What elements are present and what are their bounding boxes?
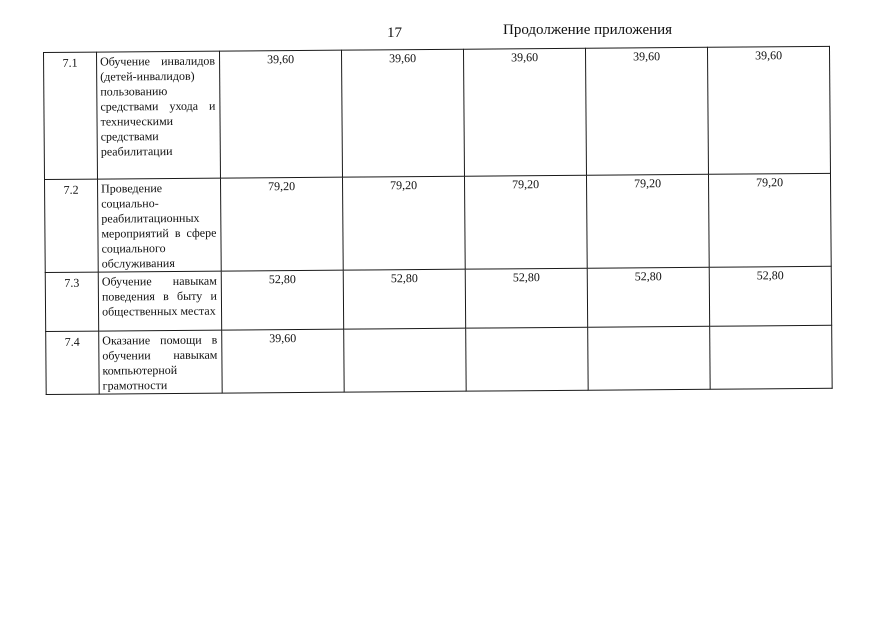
- value: 39,60: [511, 50, 539, 65]
- row-number-cell: [45, 272, 98, 331]
- value-cell: [588, 326, 710, 390]
- value: 52,80: [390, 271, 418, 286]
- value: [344, 329, 465, 331]
- value-cell: [464, 175, 587, 269]
- row-number-cell: [46, 331, 99, 394]
- value-cell: [341, 49, 464, 177]
- value: 39,60: [632, 49, 661, 64]
- table-row: [46, 325, 832, 394]
- service-name-cell: [99, 330, 222, 394]
- value: 52,80: [512, 270, 540, 285]
- row-number-cell: [44, 52, 98, 179]
- value-cell: [343, 269, 465, 329]
- service-name-cell: [98, 271, 221, 331]
- row-number: 7.1: [62, 55, 78, 70]
- value: [466, 328, 587, 330]
- service-name: Обучение навыкам поведения в быту и общественных местах: [101, 273, 217, 319]
- page-number: 17: [387, 25, 402, 41]
- table-row: [44, 46, 831, 179]
- service-name: Проведение социально-реабилитационных мероприятий в сфере социального обслуживания: [101, 181, 217, 271]
- row-number: 7.4: [64, 334, 80, 349]
- table-row: [45, 173, 832, 272]
- value: [710, 326, 831, 328]
- row-number: 7.3: [64, 275, 80, 290]
- value: 52,80: [268, 272, 296, 287]
- value-cell: [709, 266, 831, 326]
- value-cell: [465, 268, 587, 328]
- value: 79,20: [390, 178, 418, 193]
- tariff-table: [43, 46, 833, 395]
- value-cell: [707, 46, 830, 174]
- value-cell: [220, 177, 343, 271]
- value-cell: [344, 328, 466, 392]
- service-name: Оказание помощи в обучении навыкам компьютерной грамотности: [102, 332, 218, 393]
- value: 39,60: [389, 51, 417, 66]
- value: 52,80: [756, 268, 784, 283]
- service-name-cell: [97, 178, 221, 272]
- value-cell: [587, 267, 709, 327]
- value: 79,20: [511, 177, 540, 192]
- value: 79,20: [755, 175, 784, 190]
- service-name: Обучение инвалидов (детей-инвалидов) пользованию средствами ухода и техническими средствами реабилитации: [100, 53, 216, 159]
- value-cell: [221, 270, 343, 330]
- value-cell: [219, 50, 342, 178]
- row-number-cell: [45, 179, 99, 272]
- value-cell: [466, 327, 588, 391]
- value: 79,20: [633, 176, 662, 191]
- value-cell: [585, 47, 708, 175]
- continuation-note: Продолжение приложения: [503, 22, 673, 38]
- service-name-cell: [97, 51, 221, 179]
- value-cell: [342, 176, 465, 270]
- table-row: [45, 266, 831, 331]
- value-cell: [710, 325, 832, 389]
- value-cell: [222, 329, 344, 393]
- value: 39,60: [754, 48, 783, 63]
- value-cell: [463, 48, 586, 176]
- value-cell: [586, 174, 709, 268]
- value: [588, 327, 709, 329]
- value-cell: [708, 173, 831, 267]
- value: 52,80: [634, 269, 662, 284]
- value: 39,60: [269, 331, 297, 346]
- value: 79,20: [268, 179, 296, 194]
- row-number: 7.2: [63, 182, 79, 197]
- value: 39,60: [267, 52, 295, 67]
